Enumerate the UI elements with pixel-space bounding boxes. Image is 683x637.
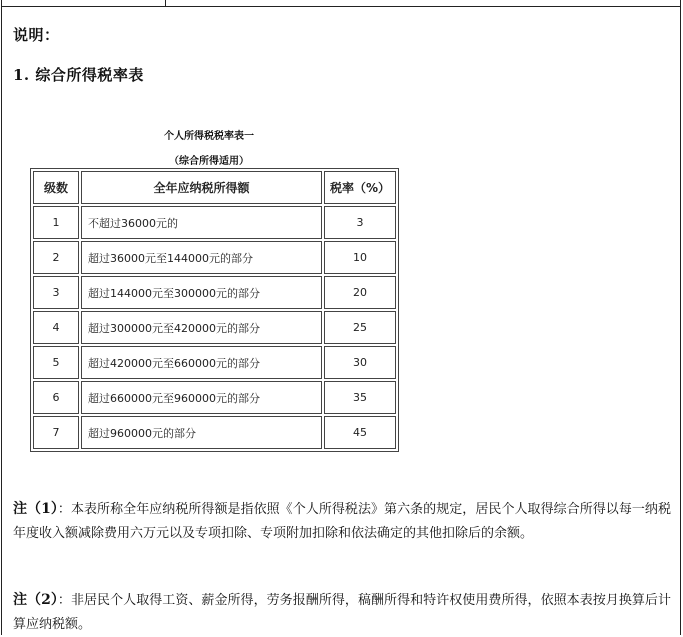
note-1-text: ：本表所称全年应纳税所得额是指依照《个人所得税法》第六条的规定，居民个人取得综合所得以每一纳税年度收入额减除费用六万元以及专项扣除、专项附加扣除和依法确定的其他扣除后的余额。 — [13, 502, 671, 541]
table-subtitle: （综合所得适用） — [169, 156, 249, 167]
cell-rate: 30 — [324, 346, 396, 379]
cell-rate: 10 — [324, 241, 396, 274]
cell-level: 6 — [33, 381, 79, 414]
frame-left-border — [1, 0, 2, 635]
cell-rate: 25 — [324, 311, 396, 344]
note-1 — [13, 497, 671, 546]
table-row — [33, 206, 396, 239]
table-row — [33, 241, 396, 274]
frame-right-border — [680, 0, 681, 635]
frame-top-cell-divider — [165, 0, 166, 7]
table-header-row — [33, 171, 396, 204]
tax-rate-table — [30, 168, 399, 452]
header-rate: 税率（%） — [324, 171, 396, 204]
note-2 — [13, 588, 671, 637]
cell-income: 超过660000元至960000元的部分 — [81, 381, 322, 414]
cell-rate: 35 — [324, 381, 396, 414]
cell-income: 超过36000元至144000元的部分 — [81, 241, 322, 274]
cell-income: 不超过36000元的 — [81, 206, 322, 239]
header-level: 级数 — [33, 171, 79, 204]
table-row — [33, 381, 396, 414]
table-row — [33, 311, 396, 344]
cell-rate: 20 — [324, 276, 396, 309]
cell-rate: 3 — [324, 206, 396, 239]
cell-level: 7 — [33, 416, 79, 449]
cell-income: 超过144000元至300000元的部分 — [81, 276, 322, 309]
cell-level: 3 — [33, 276, 79, 309]
cell-level: 4 — [33, 311, 79, 344]
cell-level: 2 — [33, 241, 79, 274]
explanation-label: 说明： — [13, 26, 60, 44]
cell-level: 1 — [33, 206, 79, 239]
table-row — [33, 416, 396, 449]
table-row — [33, 276, 396, 309]
header-income: 全年应纳税所得额 — [81, 171, 322, 204]
cell-level: 5 — [33, 346, 79, 379]
note-1-label: 注（1） — [13, 501, 58, 517]
section-title: 1. 综合所得税率表 — [13, 66, 144, 84]
cell-income: 超过420000元至660000元的部分 — [81, 346, 322, 379]
cell-income: 超过960000元的部分 — [81, 416, 322, 449]
cell-income: 超过300000元至420000元的部分 — [81, 311, 322, 344]
frame-top-border — [1, 6, 681, 7]
note-2-label: 注（2） — [13, 592, 58, 608]
note-2-text: ：非居民个人取得工资、薪金所得，劳务报酬所得，稿酬所得和特许权使用费所得，依照本表按月换算后计算应纳税额。 — [13, 593, 671, 632]
cell-rate: 45 — [324, 416, 396, 449]
table-title: 个人所得税税率表一 — [164, 131, 254, 142]
table-row — [33, 346, 396, 379]
